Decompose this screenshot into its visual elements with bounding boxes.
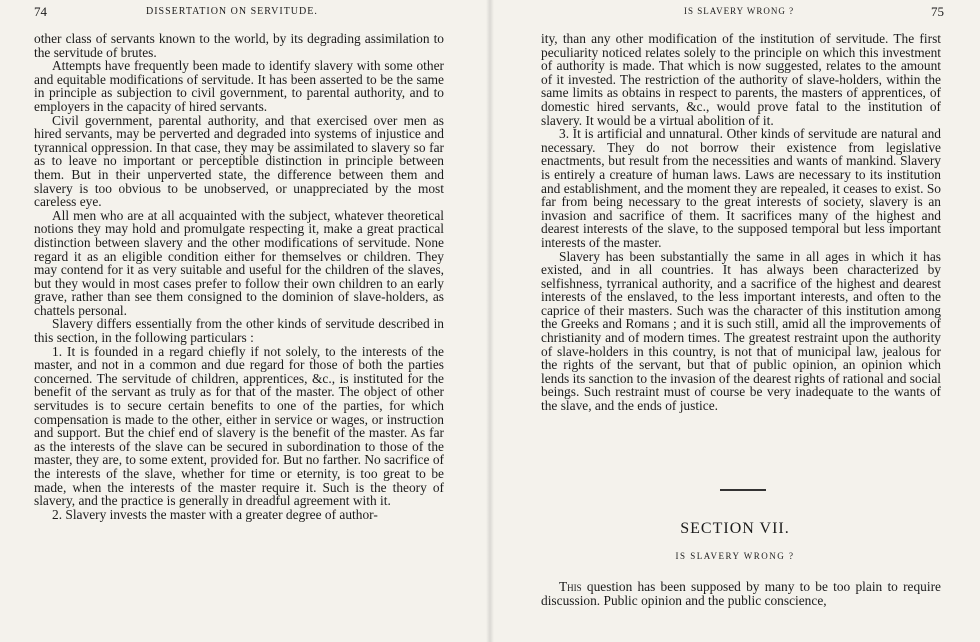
- section-title: SECTION VII.: [680, 520, 790, 537]
- paragraph: other class of servants known to the world, by its degrading assimilation to the servitude of brutes.: [34, 31, 444, 60]
- section-opening-text: [541, 580, 941, 607]
- right-page-number: 75: [931, 4, 944, 19]
- paragraph: Slavery differs essentially from the other kinds of servitude described in this section, in the following particulars :: [34, 316, 444, 346]
- paragraph: Civil government, parental authority, and that exercised over men as hired servants, may be perverted and degraded into systems of injustice and tyrannical oppression. In that case, they may be assimilated to slavery so far as to leave no important or perceptible distinction in principle between them. But in their unperverted state, the difference between them and slavery is too obvious to be unobserved, or unappreciated by the most careless eye.: [34, 112, 444, 210]
- left-page-number: 74: [34, 4, 47, 19]
- paragraph: Attempts have frequently been made to identify slavery with some other and equitable modifications of servitude. It has been asserted to be the same in principle as subjection to civil government, to parental authority, and to employers in the capacity of hired servants.: [34, 58, 444, 114]
- section-first-word: This: [559, 579, 582, 594]
- paragraph: 3. It is artificial and unnatural. Other kinds of servitude are natural and necessary. They do not borrow their existence from legislative enactments, but result from the necessities and wants of mankind. Slavery is entirely a creature of human laws. Laws are necessary to its institution and establishment, and the moment they are repealed, it ceases to exist. So far from being necessary to the great interests of society, slavery is an invasion and sacrifice of them. It sacrifices many of the highest and dearest interests of the slave, to the supposed temporal but less important interests of the master.: [541, 126, 941, 250]
- paragraph: ity, than any other modification of the institution of servitude. The first peculiarity noticed relates solely to the principle on which this investment of authority is made. That which is now suggested, relates to the amount of it invested. The restriction of the authority of slave-holders, within the same limits as obtains in respect to parents, the masters of apprentices, of domestic hired servants, &c., would prove fatal to the institution of slavery. It would be a virtual abolition of it.: [541, 31, 941, 128]
- section-subtitle: IS SLAVERY WRONG ?: [675, 551, 795, 561]
- right-page: [490, 0, 980, 642]
- section-divider-rule: [720, 489, 766, 491]
- paragraph: 2. Slavery invests the master with a greater degree of author-: [52, 506, 378, 522]
- paragraph: All men who are at all acquainted with the subject, whatever theoretical notions they may hold and promulgate respecting it, make a great practical distinction between slavery and the other modifications of servitude. None regard it as an eligible condition either for themselves or children. They may contend for it as very suitable and useful for the children of the slaves, but they would in most cases prefer to follow their own children to an early grave, rather than see them consigned to the dominion of slave-holders, as chattels personal.: [34, 207, 444, 318]
- left-text-column: [34, 32, 444, 521]
- paragraph: Slavery has been substantially the same in all ages in which it has existed, and in all countries. It has always been characterized by selfishness, tyrranical authority, and a sacrifice of the highest and dearest interests of the enslaved, to the less important interests, and often to the caprice of their masters. Such was the character of this institution among the Greeks and Romans ; and it is such still, amid all the improvements of christianity and of modern times. The greatest restraint upon the authority of slave-holders in this country, is not that of municipal law, jealous for the rights of the servant, but that of public opinion, an opinion which lends its sanction to the invasion of the dearest rights of rational and social beings. Such restraint must of course be very inadequate to the wants of the slave, and the ends of justice.: [541, 248, 941, 414]
- left-running-head: DISSERTATION ON SERVITUDE.: [146, 6, 318, 17]
- right-running-head: IS SLAVERY WRONG ?: [684, 6, 795, 16]
- right-text-column: [541, 32, 941, 413]
- paragraph: 1. It is founded in a regard chiefly if not solely, to the interests of the master, and not in a common and due regard for those of both the parties concerned. The servitude of children, apprentices, &c., is instituted for the benefit of the servant as truly as for that of the master. The object of other servitudes is to secure certain benefits to one of the parties, for which compensation is made to the other, either in service or wages, or instruction and support. But the chief end of slavery is the benefit of the master. As far as the interests of the slave can be secured in subordination to those of the master, they are, to some extent, provided for. But no farther. No sacrifice of the interests of the slave, whether for time or eternity, is too great to be made, when the interests of the master require it. Such is the theory of slavery, and the practice is generally in dreadful agreement with it.: [34, 343, 444, 509]
- section-text: question has been supposed by many to be too plain to require discussion. Public opinion and the public conscience,: [541, 579, 941, 608]
